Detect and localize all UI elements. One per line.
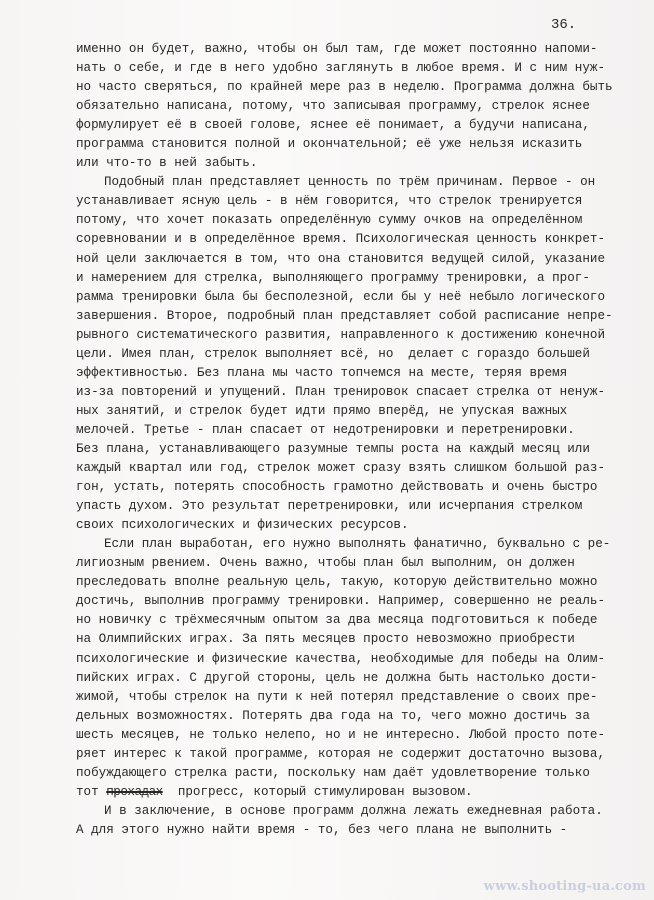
text-line: соревновании и в определённое время. Психологическая ценность конкрет- (76, 232, 606, 247)
text-line: ных занятий, и стрелок будет идти прямо вперёд, не упуская важных (76, 403, 568, 418)
text-line: шесть месяцев, не только нелепо, но и не интересно. Любой просто поте- (76, 727, 606, 742)
text-line: на Олимпийских играх. За пять месяцев просто невозможно приобрести (76, 632, 575, 647)
text-line: Без плана, устанавливающего разумные темпы роста на каждый месяц или (76, 441, 590, 456)
page-number: 36. (551, 17, 577, 33)
paragraph-start: Если план выработан, его нужно выполнять фанатично, буквально с ре- (104, 537, 611, 552)
text-line-with-correction (76, 783, 636, 802)
text-line: обязательно написана, потому, что записывая программу, стрелок яснее (76, 99, 590, 114)
text-line: и намерением для стрелка, выполняющего программу тренировки, а прог- (76, 270, 590, 285)
struck-out-word: прохадах (106, 784, 163, 799)
text-line: потому, что хочет показать определённую сумму очков на определённом (76, 213, 583, 228)
text-line: гон, устать, потерять способность грамотно действовать и очень быстро (76, 480, 598, 495)
text-line: побуждающего стрелка расти, поскольку нам даёт удовлетворение только (76, 765, 590, 780)
watermark-link[interactable]: www.shooting-ua.com (483, 879, 646, 894)
text-line: завершения. Второе, подробный план представляет собой расписание непре- (76, 308, 613, 323)
text-line: жимой, чтобы стрелок на пути к ней потерял представление о своих пре- (76, 689, 598, 704)
text-line: цели. Имея план, стрелок выполняет всё, но делает с гораздо большей (76, 346, 590, 361)
text-line: формулирует её в своей голове, яснее её понимает, а будучи написана, (76, 118, 590, 133)
text-line: эффективностью. Без плана мы часто топчемся на месте, теряя время (76, 365, 568, 380)
text-line: пийских играх. С другой стороны, цель не должна быть настолько дости- (76, 670, 598, 685)
text-line: из-за повторений и упущений. План тренировок спасает стрелка от ненуж- (76, 384, 606, 399)
text-line: но новичку с трёхмесячным опытом за два месяца подготовиться к победе (76, 613, 598, 628)
text-line: именно он будет, важно, чтобы он был там, где может постоянно напоми- (76, 42, 598, 56)
text-line: программа становится полной и окончательной; её уже нельзя исказить (76, 137, 583, 152)
text-line: преследовать вполне реальную цель, такую, которую действительно можно (76, 575, 598, 590)
line-start: тот (76, 784, 107, 799)
text-line: ной цели заключается в том, что она становится ведущей силой, указание (76, 251, 606, 266)
line-tail: прогресс, который стимулирован вызовом. (162, 784, 473, 799)
text-line: упасть духом. Это результат перетренировки, или исчерпания стрелком (76, 499, 583, 514)
text-line: или что-то в ней забыть. (76, 156, 258, 171)
text-line: мелочей. Третье - план спасает от недотренировки и перетренировки. (76, 422, 575, 437)
text-line: рывного систематического развития, направленного к достижению конечной (76, 327, 606, 342)
paragraph-start: И в заключение, в основе программ должна лежать ежедневная работа. (104, 803, 603, 818)
text-line: ряет интерес к такой программе, которая не содержит достаточно вызова, (76, 746, 606, 761)
paragraph-start: Подобный план представляет ценность по трём причинам. Первое - он (104, 175, 596, 190)
text-line: нать о себе, и где в него удобно заглянуть в любое время. И с ним нуж- (76, 61, 606, 76)
text-line: достичь, выполнив программу тренировки. Например, совершенно не реаль- (76, 594, 606, 609)
text-line: А для этого нужно найти время - то, без чего плана не выполнить - (76, 822, 568, 837)
text-line: рамма тренировки была бы бесполезной, если бы у неё небыло логического (76, 289, 606, 304)
text-line: дельных возможностях. Потерять два года на то, чего можно достичь за (76, 708, 590, 723)
text-line: своих психологических и физических ресурсов. (76, 518, 409, 533)
text-line: устанавливает ясную цель - в нём говорится, что стрелок тренируется (76, 194, 583, 209)
text-line: психологические и физические качества, необходимые для победы на Олим- (76, 651, 606, 666)
body-text (76, 40, 636, 840)
text-line: лигиозным рвением. Очень важно, чтобы план был выполним, он должен (76, 556, 575, 571)
text-line: каждый квартал или год, стрелок может сразу взять слишком большой раз- (76, 461, 606, 476)
text-line: но часто сверяться, по крайней мере раз в неделю. Программа должна быть (76, 80, 613, 95)
